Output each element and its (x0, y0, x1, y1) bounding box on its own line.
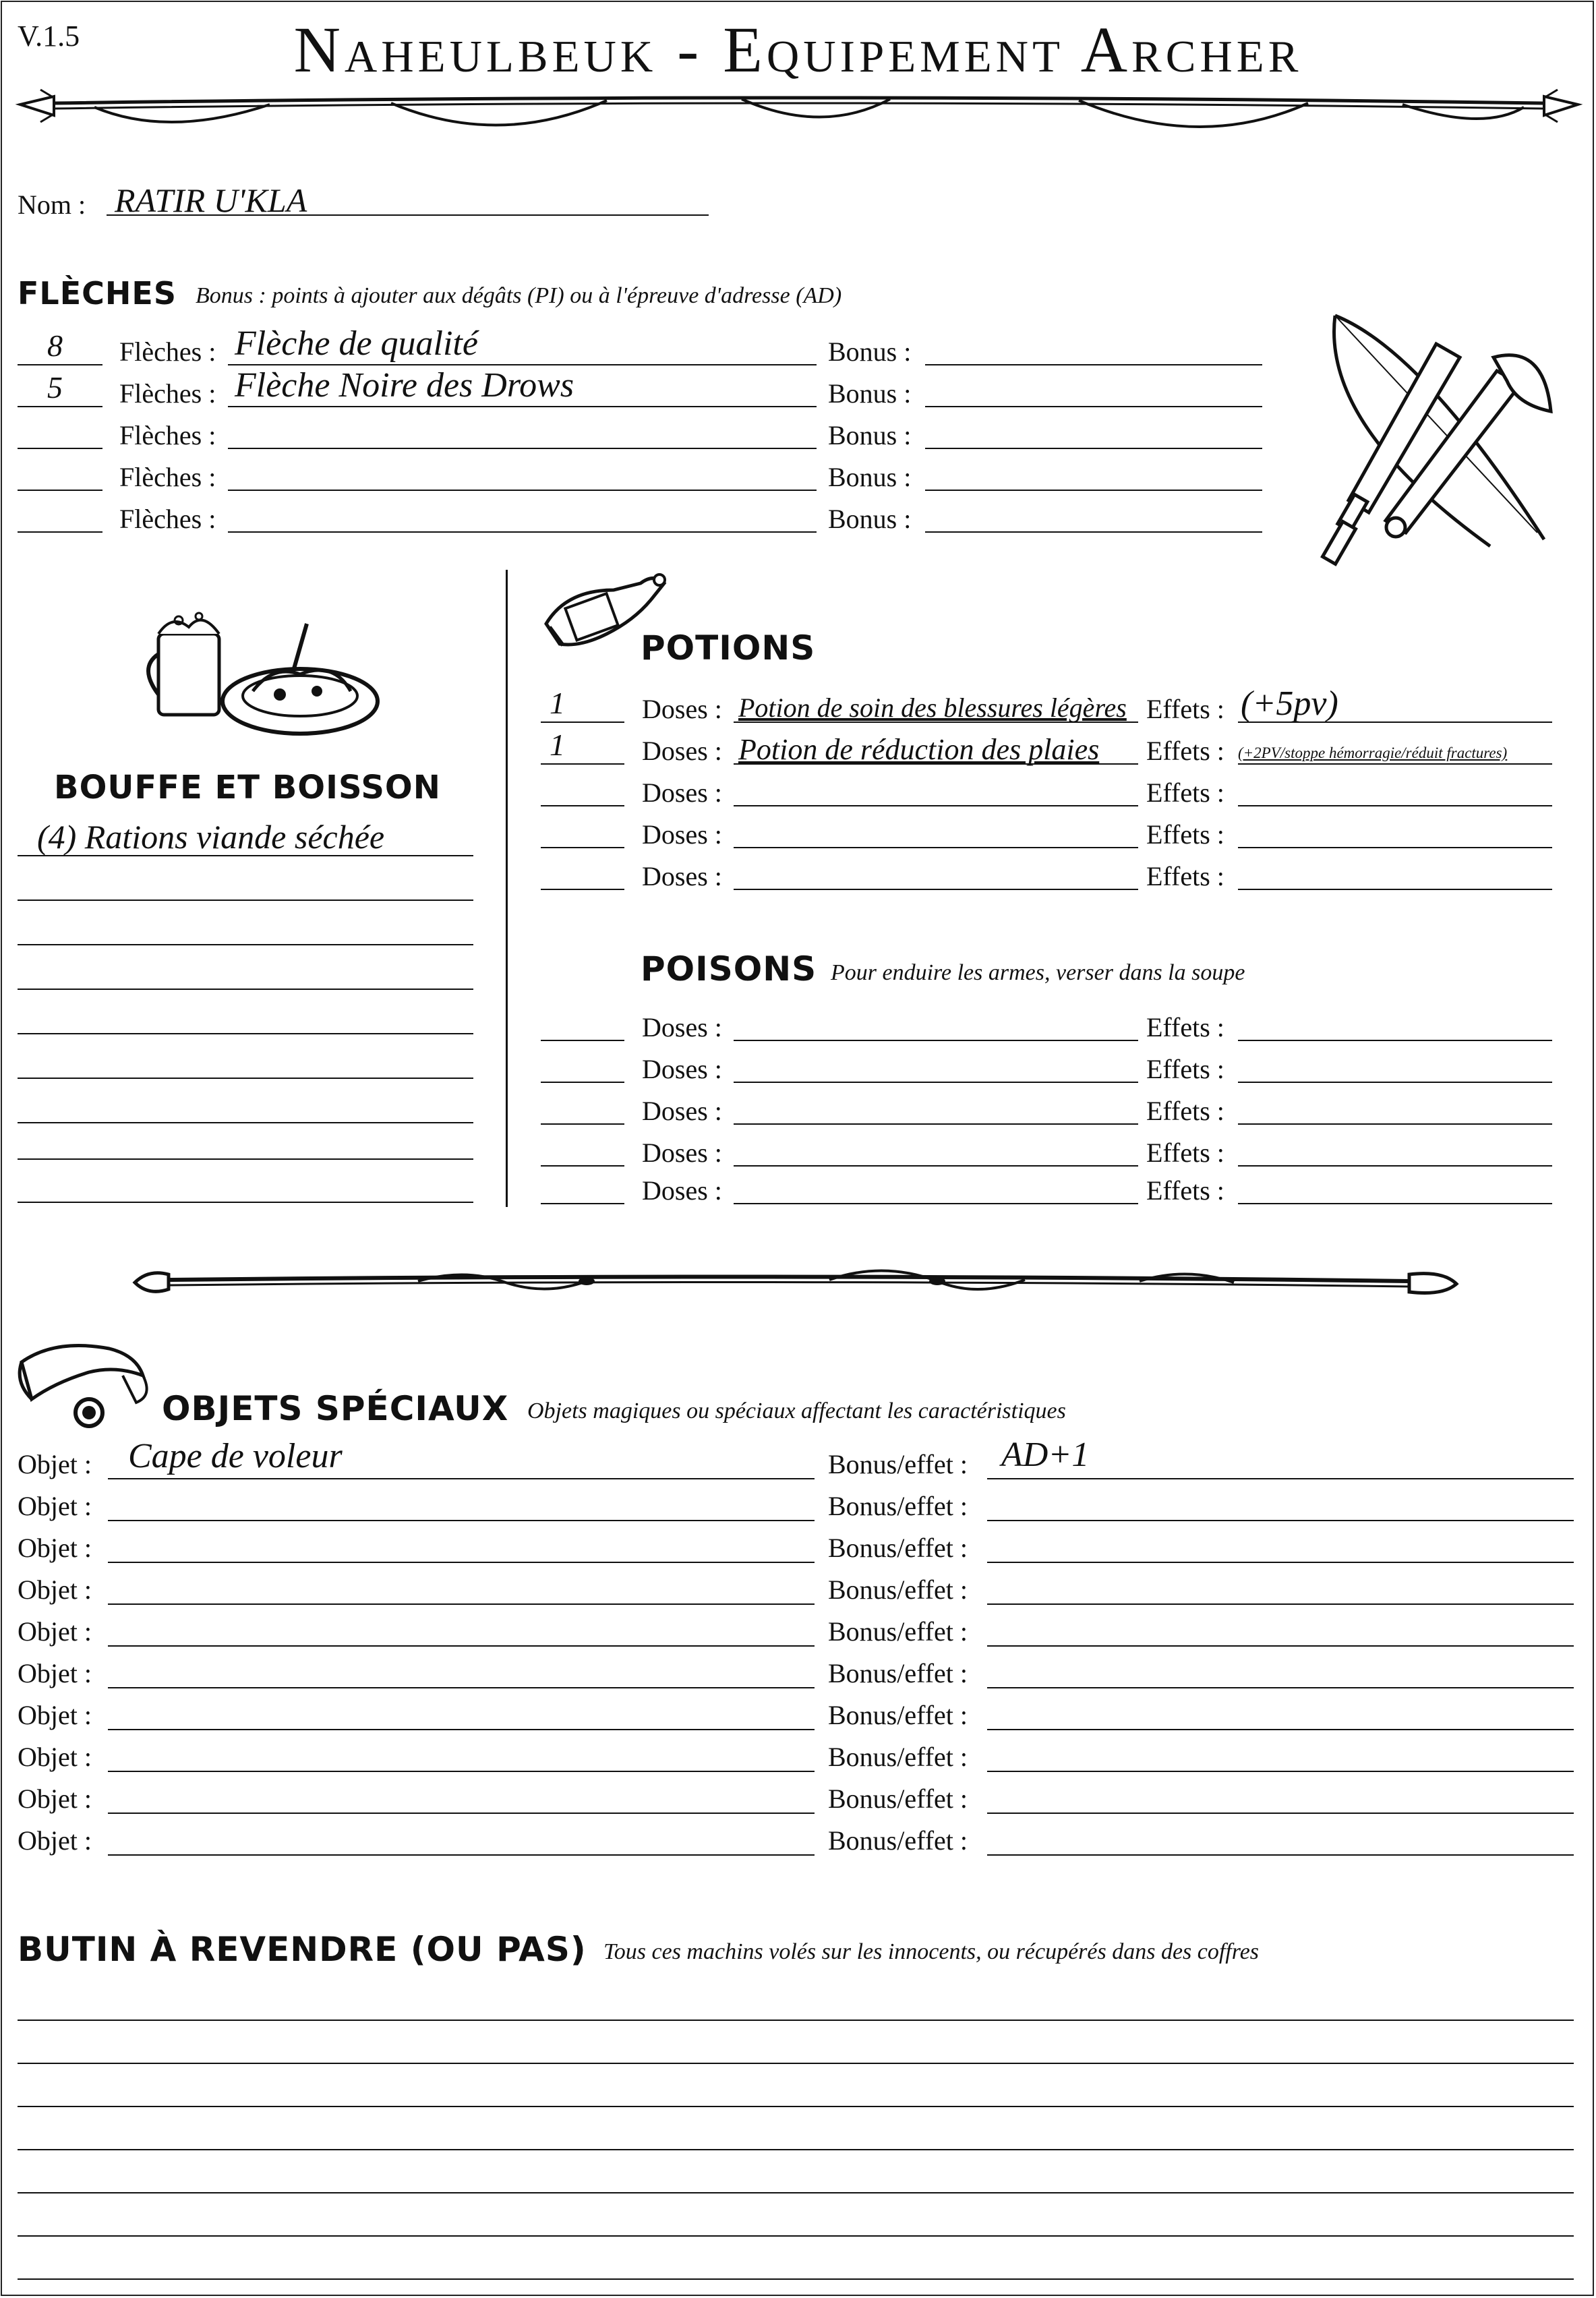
staff-divider-icon (128, 1254, 1463, 1308)
potion-name[interactable]: Potion de réduction des plaies (738, 733, 1100, 766)
object-label: Objet : (18, 1574, 92, 1605)
poison-effects-label: Effets : (1146, 1138, 1224, 1168)
potion-qty[interactable]: 1 (550, 686, 565, 720)
arrow-bonus-label: Bonus : (828, 420, 912, 450)
potion-doses-label: Doses : (642, 861, 722, 891)
object-bonus-label: Bonus/effet : (828, 1533, 968, 1563)
food-title: BOUFFE ET BOISSON (54, 769, 441, 806)
object-bonus-label: Bonus/effet : (828, 1825, 968, 1856)
potion-name[interactable]: Potion de soin des blessures légères (738, 693, 1127, 723)
poison-doses-label: Doses : (642, 1012, 722, 1042)
object-bonus-label: Bonus/effet : (828, 1449, 968, 1479)
object-name[interactable]: Cape de voleur (128, 1437, 343, 1475)
arrow-divider-icon (13, 84, 1585, 148)
poison-effects-label: Effets : (1146, 1175, 1224, 1206)
special-subtitle: Objets magiques ou spéciaux affectant les caractéristiques (527, 1398, 1066, 1423)
object-bonus-label: Bonus/effet : (828, 1491, 968, 1521)
poisons-subtitle: Pour enduire les armes, verser dans la soupe (831, 960, 1245, 985)
arrow-bonus-label: Bonus : (828, 462, 912, 492)
object-bonus-label: Bonus/effet : (828, 1616, 968, 1647)
food-drink-icon (138, 607, 381, 738)
arrow-qty-label: Flèches : (119, 336, 216, 367)
version-label: V.1.5 (18, 20, 80, 53)
object-bonus[interactable]: AD+1 (1001, 1436, 1090, 1474)
object-bonus-label: Bonus/effet : (828, 1784, 968, 1814)
poison-doses-label: Doses : (642, 1175, 722, 1206)
object-label: Objet : (18, 1658, 92, 1688)
arrows-title: FLÈCHES (18, 275, 177, 312)
object-label: Objet : (18, 1742, 92, 1772)
poison-doses-label: Doses : (642, 1096, 722, 1126)
poison-effects-label: Effets : (1146, 1054, 1224, 1084)
arrow-bonus-label: Bonus : (828, 336, 912, 367)
arrows-subtitle: Bonus : points à ajouter aux dégâts (PI) ou à l'épreuve d'adresse (AD) (196, 283, 842, 308)
object-bonus-label: Bonus/effet : (828, 1742, 968, 1772)
loot-title: BUTIN À REVENDRE (OU PAS) (18, 1930, 587, 1969)
special-title: OBJETS SPÉCIAUX (162, 1389, 509, 1428)
object-bonus-label: Bonus/effet : (828, 1658, 968, 1688)
object-label: Objet : (18, 1491, 92, 1521)
arrow-name[interactable]: Flèche Noire des Drows (235, 366, 574, 405)
food-item[interactable]: (4) Rations viande séchée (37, 818, 385, 856)
potion-doses-label: Doses : (642, 777, 722, 808)
arrow-qty[interactable]: 5 (47, 370, 63, 405)
potion-effects-label: Effets : (1146, 861, 1224, 891)
arrow-name[interactable]: Flèche de qualité (235, 324, 478, 363)
arrow-bonus-label: Bonus : (828, 504, 912, 534)
potion-effects-label: Effets : (1146, 694, 1224, 724)
object-bonus-label: Bonus/effet : (828, 1700, 968, 1730)
object-label: Objet : (18, 1700, 92, 1730)
potion-doses-label: Doses : (642, 736, 722, 766)
poison-effects-label: Effets : (1146, 1012, 1224, 1042)
poison-doses-label: Doses : (642, 1138, 722, 1168)
arrow-qty-label: Flèches : (119, 504, 216, 534)
object-label: Objet : (18, 1616, 92, 1647)
potion-effects-label: Effets : (1146, 736, 1224, 766)
potion-effect[interactable]: (+2PV/stoppe hémorragie/réduit fractures) (1238, 744, 1508, 761)
crossed-weapons-icon (1322, 310, 1564, 553)
arrow-qty-label: Flèches : (119, 378, 216, 409)
potion-effect[interactable]: (+5pv) (1241, 684, 1338, 723)
object-label: Objet : (18, 1449, 92, 1479)
arrow-qty[interactable]: 8 (47, 328, 63, 363)
potion-qty[interactable]: 1 (550, 728, 565, 762)
potions-title: POTIONS (641, 628, 816, 668)
object-bonus-label: Bonus/effet : (828, 1574, 968, 1605)
potion-doses-label: Doses : (642, 819, 722, 850)
scroll-ring-icon (15, 1335, 156, 1430)
object-label: Objet : (18, 1533, 92, 1563)
name-label: Nom : (18, 189, 86, 220)
potion-effects-label: Effets : (1146, 819, 1224, 850)
poison-effects-label: Effets : (1146, 1096, 1224, 1126)
name-value[interactable]: RATIR U'KLA (115, 181, 307, 219)
object-label: Objet : (18, 1825, 92, 1856)
arrow-qty-label: Flèches : (119, 420, 216, 450)
poison-doses-label: Doses : (642, 1054, 722, 1084)
arrow-qty-label: Flèches : (119, 462, 216, 492)
object-label: Objet : (18, 1784, 92, 1814)
potion-effects-label: Effets : (1146, 777, 1224, 808)
poisons-title: POISONS (641, 949, 817, 989)
column-separator (506, 570, 508, 1207)
arrow-bonus-label: Bonus : (828, 378, 912, 409)
loot-subtitle: Tous ces machins volés sur les innocents, ou récupérés dans des coffres (603, 1939, 1260, 1964)
potion-doses-label: Doses : (642, 694, 722, 724)
page-title: Naheulbeuk - Equipement Archer (293, 13, 1303, 86)
